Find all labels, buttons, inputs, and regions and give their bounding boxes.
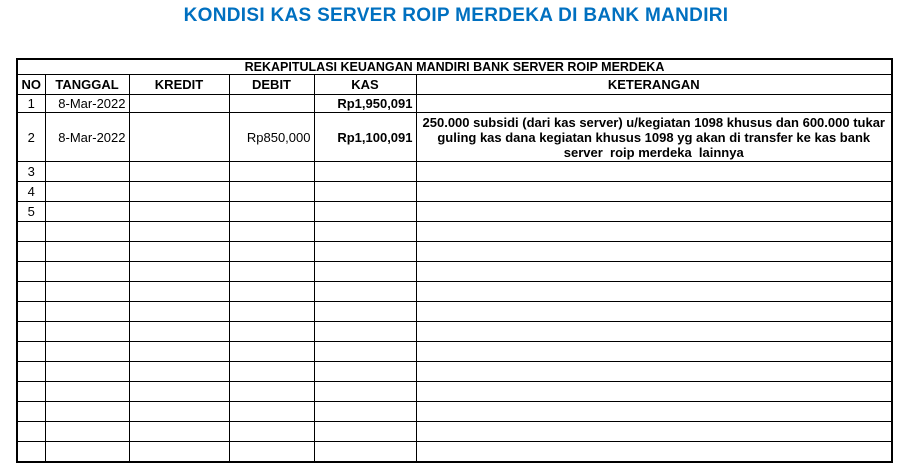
cell-tanggal[interactable] xyxy=(45,322,129,342)
table-row xyxy=(17,322,892,342)
cell-kredit[interactable] xyxy=(129,282,229,302)
cell-kredit[interactable] xyxy=(129,95,229,113)
cell-debit[interactable] xyxy=(229,95,314,113)
cell-no[interactable]: 5 xyxy=(17,202,45,222)
column-header-no: NO xyxy=(17,75,45,95)
cell-kredit[interactable] xyxy=(129,262,229,282)
cell-debit[interactable] xyxy=(229,402,314,422)
cell-debit[interactable] xyxy=(229,442,314,463)
cell-keterangan[interactable] xyxy=(416,302,892,322)
cell-tanggal[interactable] xyxy=(45,442,129,463)
table-row xyxy=(17,362,892,382)
cell-no[interactable] xyxy=(17,262,45,282)
table-row xyxy=(17,422,892,442)
table-row xyxy=(17,382,892,402)
table-row xyxy=(17,222,892,242)
cell-kas[interactable] xyxy=(314,182,416,202)
cell-tanggal[interactable] xyxy=(45,302,129,322)
cell-debit[interactable] xyxy=(229,262,314,282)
column-header-keterangan: KETERANGAN xyxy=(416,75,892,95)
cell-tanggal[interactable] xyxy=(45,282,129,302)
cell-debit[interactable] xyxy=(229,282,314,302)
page-title: KONDISI KAS SERVER ROIP MERDEKA DI BANK MANDIRI xyxy=(183,5,729,26)
cell-kas[interactable] xyxy=(314,202,416,222)
cell-kredit[interactable] xyxy=(129,222,229,242)
cell-debit[interactable] xyxy=(229,162,314,182)
cell-debit[interactable] xyxy=(229,322,314,342)
cell-keterangan[interactable] xyxy=(416,262,892,282)
table-title-row xyxy=(17,59,892,75)
cell-keterangan[interactable] xyxy=(416,382,892,402)
cell-tanggal[interactable] xyxy=(45,402,129,422)
cell-kas[interactable] xyxy=(314,162,416,182)
cell-debit[interactable]: Rp850,000 xyxy=(229,113,314,162)
cell-debit[interactable] xyxy=(229,382,314,402)
cell-kredit[interactable] xyxy=(129,362,229,382)
table-row xyxy=(17,262,892,282)
cell-no[interactable] xyxy=(17,282,45,302)
column-header-kredit: KREDIT xyxy=(129,75,229,95)
cell-kas[interactable] xyxy=(314,362,416,382)
cell-no[interactable] xyxy=(17,422,45,442)
cell-tanggal[interactable] xyxy=(45,382,129,402)
cell-kredit[interactable] xyxy=(129,162,229,182)
recap-table xyxy=(16,58,893,463)
cell-kredit[interactable] xyxy=(129,322,229,342)
table-row xyxy=(17,402,892,422)
cell-kas[interactable] xyxy=(314,382,416,402)
cell-kas[interactable]: Rp1,950,091 xyxy=(314,95,416,113)
table-row xyxy=(17,95,892,113)
cell-kas[interactable] xyxy=(314,282,416,302)
cell-debit[interactable] xyxy=(229,222,314,242)
cell-kas[interactable] xyxy=(314,322,416,342)
cell-kas[interactable] xyxy=(314,442,416,463)
cell-tanggal[interactable] xyxy=(45,242,129,262)
table-row xyxy=(17,162,892,182)
cell-no[interactable]: 4 xyxy=(17,182,45,202)
cell-no[interactable] xyxy=(17,342,45,362)
cell-tanggal[interactable] xyxy=(45,162,129,182)
cell-tanggal[interactable] xyxy=(45,342,129,362)
cell-debit[interactable] xyxy=(229,182,314,202)
table-row xyxy=(17,442,892,463)
cell-no[interactable]: 1 xyxy=(17,95,45,113)
cell-tanggal[interactable] xyxy=(45,422,129,442)
cell-tanggal[interactable] xyxy=(45,182,129,202)
cell-keterangan[interactable] xyxy=(416,442,892,463)
cell-keterangan[interactable] xyxy=(416,95,892,113)
cell-keterangan[interactable] xyxy=(416,422,892,442)
cell-debit[interactable] xyxy=(229,362,314,382)
cell-kredit[interactable] xyxy=(129,202,229,222)
cell-tanggal[interactable]: 8-Mar-2022 xyxy=(45,113,129,162)
table-row xyxy=(17,282,892,302)
cell-kas[interactable] xyxy=(314,262,416,282)
cell-no[interactable]: 3 xyxy=(17,162,45,182)
table-row xyxy=(17,242,892,262)
table-row xyxy=(17,202,892,222)
cell-tanggal[interactable] xyxy=(45,202,129,222)
cell-kas[interactable] xyxy=(314,402,416,422)
cell-kas[interactable] xyxy=(314,302,416,322)
cell-kas[interactable] xyxy=(314,242,416,262)
cell-tanggal[interactable]: 8-Mar-2022 xyxy=(45,95,129,113)
cell-kredit[interactable] xyxy=(129,242,229,262)
column-header-kas: KAS xyxy=(314,75,416,95)
cell-debit[interactable] xyxy=(229,302,314,322)
cell-tanggal[interactable] xyxy=(45,262,129,282)
cell-keterangan[interactable]: 250.000 subsidi (dari kas server) u/kegiatan 1098 khusus dan 600.000 tukar guling kas dana kegiatan khusus 1098 yg akan di transfer ke kas bank server roip merdeka lainnya xyxy=(416,113,892,162)
cell-keterangan[interactable] xyxy=(416,162,892,182)
table-row xyxy=(17,182,892,202)
cell-debit[interactable] xyxy=(229,342,314,362)
cell-kredit[interactable] xyxy=(129,182,229,202)
cell-tanggal[interactable] xyxy=(45,222,129,242)
cell-kredit[interactable] xyxy=(129,113,229,162)
cell-kas[interactable] xyxy=(314,422,416,442)
table-row xyxy=(17,113,892,162)
cell-kredit[interactable] xyxy=(129,382,229,402)
cell-kredit[interactable] xyxy=(129,302,229,322)
cell-kas[interactable] xyxy=(314,222,416,242)
cell-no[interactable]: 2 xyxy=(17,113,45,162)
table-title: REKAPITULASI KEUANGAN MANDIRI BANK SERVER ROIP MERDEKA xyxy=(17,59,892,75)
cell-no[interactable] xyxy=(17,402,45,422)
cell-no[interactable] xyxy=(17,442,45,463)
cell-keterangan[interactable] xyxy=(416,362,892,382)
cell-no[interactable] xyxy=(17,302,45,322)
cell-debit[interactable] xyxy=(229,422,314,442)
cell-kredit[interactable] xyxy=(129,402,229,422)
column-header-tanggal: TANGGAL xyxy=(45,75,129,95)
cell-keterangan[interactable] xyxy=(416,322,892,342)
cell-keterangan[interactable] xyxy=(416,222,892,242)
cell-no[interactable] xyxy=(17,322,45,342)
table-row xyxy=(17,302,892,322)
cell-no[interactable] xyxy=(17,382,45,402)
table-header-row xyxy=(17,75,892,95)
column-header-debit: DEBIT xyxy=(229,75,314,95)
cell-keterangan[interactable] xyxy=(416,282,892,302)
cell-kredit[interactable] xyxy=(129,422,229,442)
cell-keterangan[interactable] xyxy=(416,342,892,362)
cell-keterangan[interactable] xyxy=(416,242,892,262)
cell-keterangan[interactable] xyxy=(416,402,892,422)
cell-keterangan[interactable] xyxy=(416,182,892,202)
cell-kas[interactable] xyxy=(314,342,416,362)
cell-keterangan[interactable] xyxy=(416,202,892,222)
cell-no[interactable] xyxy=(17,222,45,242)
cell-kas[interactable]: Rp1,100,091 xyxy=(314,113,416,162)
table-body xyxy=(17,95,892,463)
cell-debit[interactable] xyxy=(229,202,314,222)
table-row xyxy=(17,342,892,362)
cell-no[interactable] xyxy=(17,362,45,382)
cell-tanggal[interactable] xyxy=(45,362,129,382)
cell-kredit[interactable] xyxy=(129,342,229,362)
cell-debit[interactable] xyxy=(229,242,314,262)
cell-kredit[interactable] xyxy=(129,442,229,463)
cell-no[interactable] xyxy=(17,242,45,262)
